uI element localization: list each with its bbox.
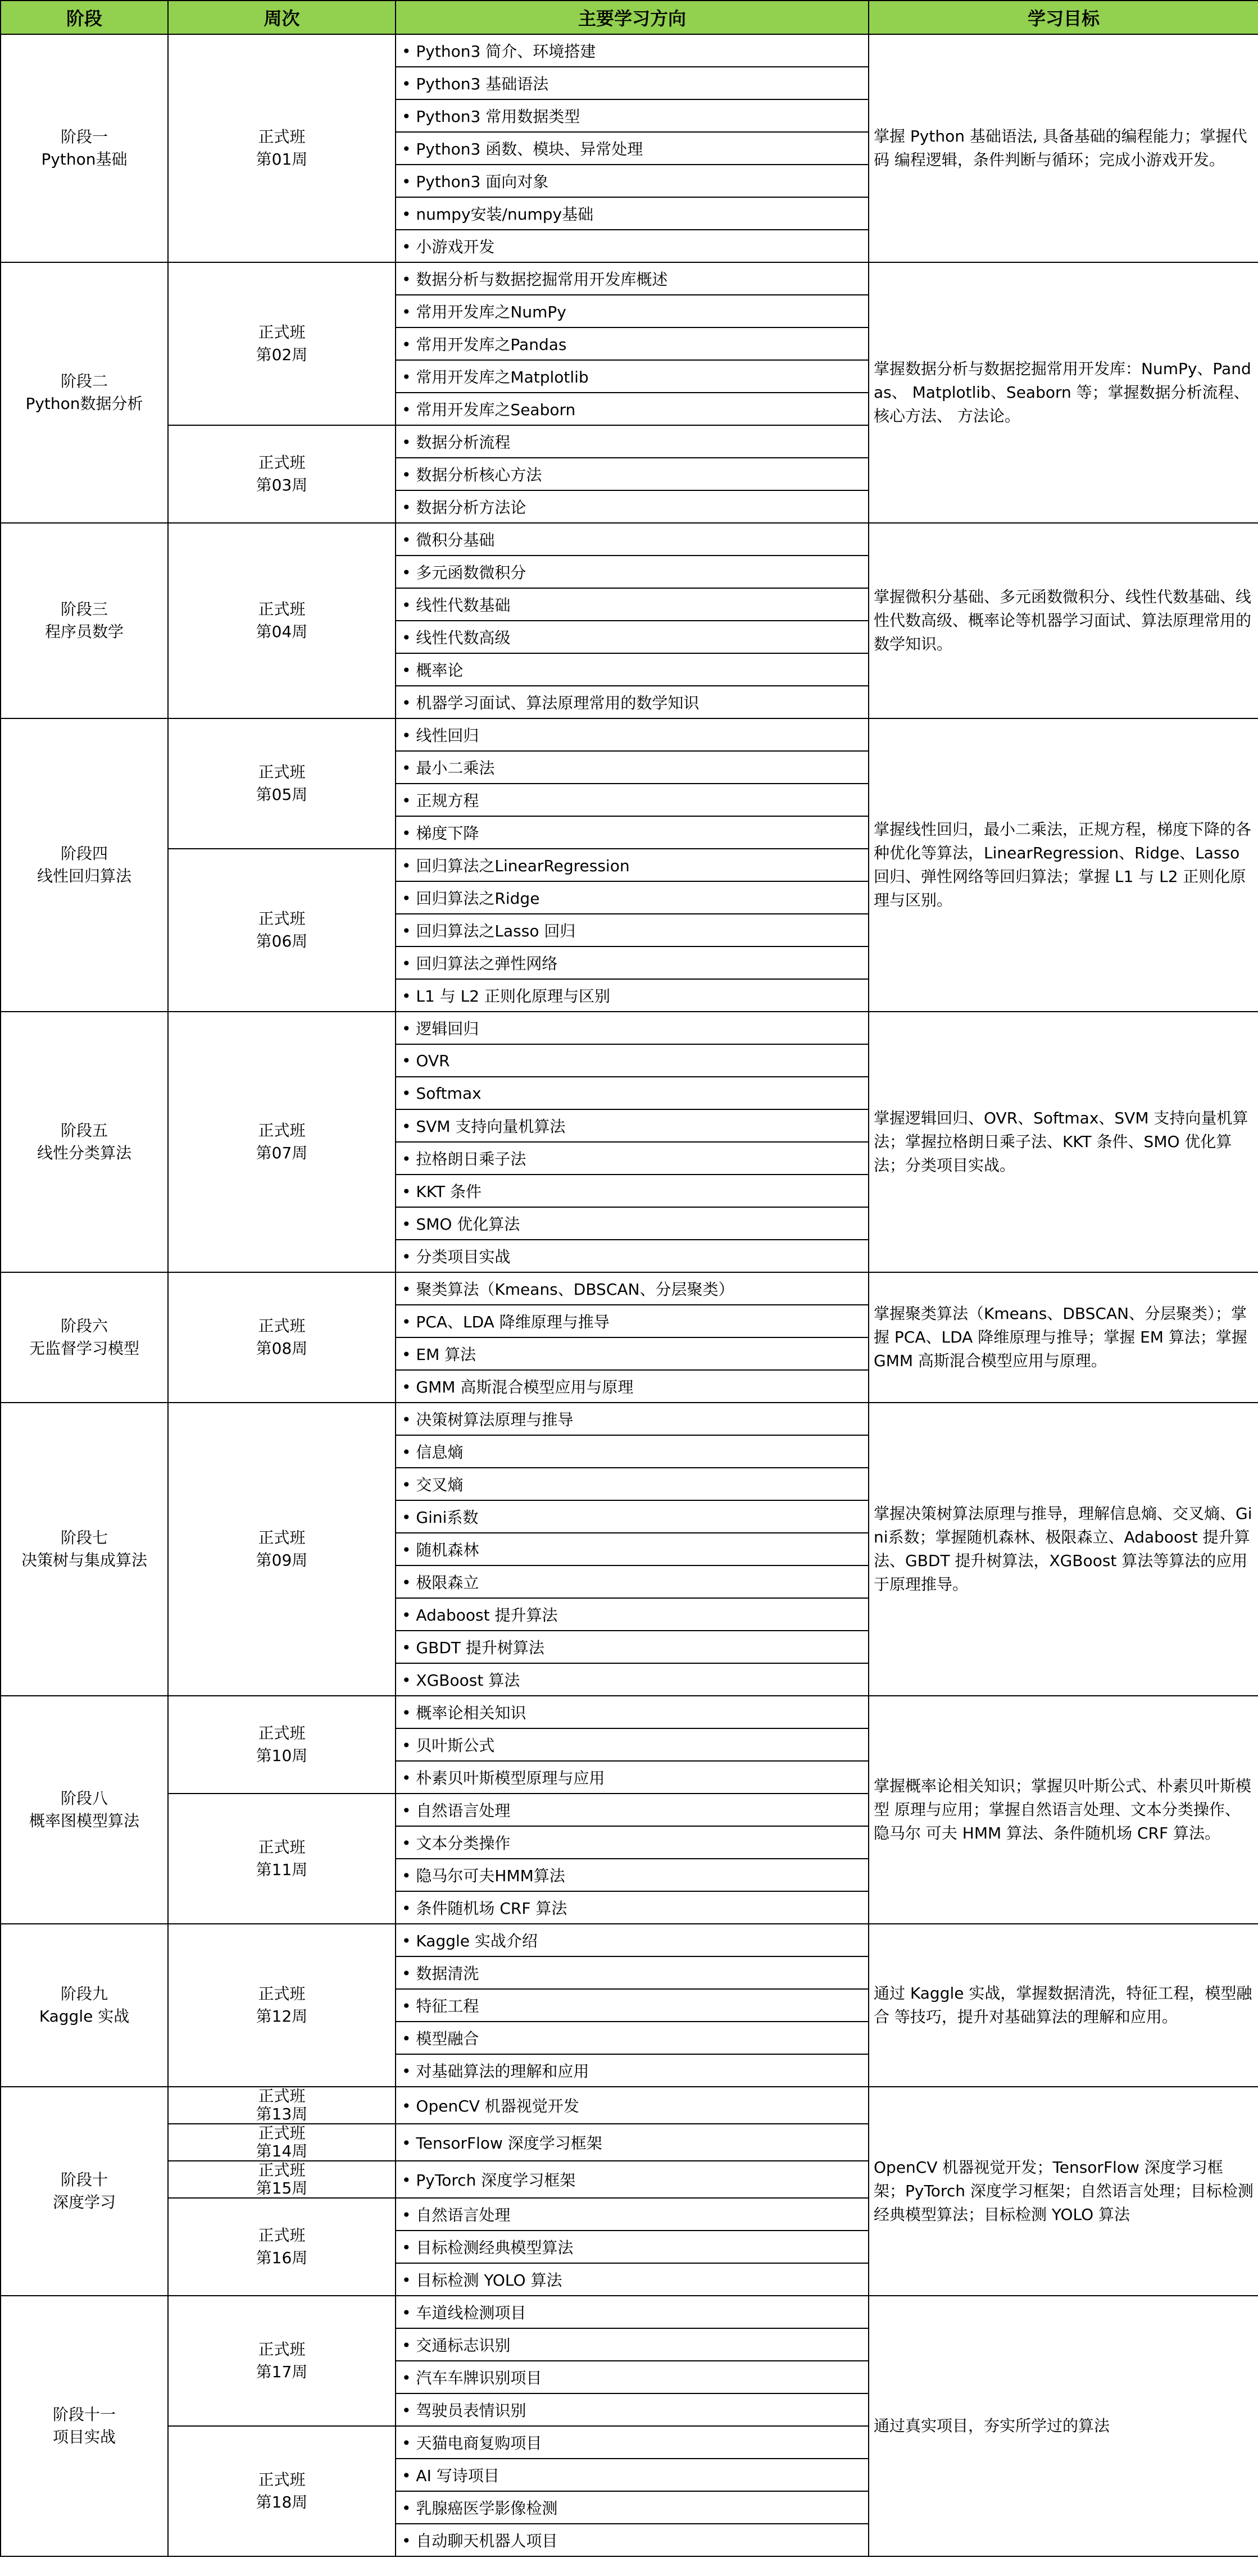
topic-cell: • 交通标志识别	[396, 2328, 869, 2361]
topic-cell: • KKT 条件	[396, 1175, 869, 1207]
topic-cell: • 微积分基础	[396, 523, 869, 556]
topic-cell: • Kaggle 实战介绍	[396, 1924, 869, 1956]
topic-cell: • 回归算法之Lasso 回归	[396, 914, 869, 946]
topic-cell: • TensorFlow 深度学习框架	[396, 2124, 869, 2161]
week-cell	[168, 34, 396, 262]
week-cell	[168, 2198, 396, 2296]
table-row	[1, 1012, 1258, 1044]
week-cell	[168, 425, 396, 523]
week-class-label: 正式班	[258, 600, 306, 618]
header-row	[1, 1, 1258, 34]
goal-cell: 掌握决策树算法原理与推导，理解信息熵、交叉熵、Gini系数；掌握随机森林、极限森立、Adaboost 提升算法、GBDT 提升树算法，XGBoost 算法等算法的应用于原理推导。	[869, 1403, 1258, 1696]
week-cell	[168, 1403, 396, 1696]
week-class-label: 正式班	[258, 1838, 306, 1856]
week-class-label: 正式班	[258, 2470, 306, 2489]
table-row	[1, 718, 1258, 751]
stage-cell	[1, 262, 168, 523]
table-row	[1, 2296, 1258, 2328]
topic-cell: • 回归算法之弹性网络	[396, 946, 869, 979]
topic-cell: • 数据清洗	[396, 1956, 869, 1989]
goal-cell: OpenCV 机器视觉开发；TensorFlow 深度学习框架；PyTorch 深度学习框架；自然语言处理；目标检测经典模型算法；目标检测 YOLO 算法	[869, 2087, 1258, 2296]
stage-number: 阶段一	[60, 128, 108, 146]
stage-cell	[1, 1696, 168, 1924]
week-cell	[168, 2296, 396, 2426]
stage-number: 阶段九	[60, 1985, 108, 2003]
week-cell	[168, 2161, 396, 2198]
week-class-label: 正式班	[258, 128, 306, 146]
stage-cell	[1, 2087, 168, 2296]
topic-cell: • Gini系数	[396, 1500, 869, 1533]
stage-number: 阶段二	[60, 372, 108, 390]
topic-cell: • Python3 函数、模块、异常处理	[396, 132, 869, 165]
week-number: 第10周	[256, 1746, 308, 1765]
week-cell	[168, 1924, 396, 2087]
topic-cell: • numpy安装/numpy基础	[396, 197, 869, 230]
stage-cell	[1, 1272, 168, 1403]
topic-cell: • 拉格朗日乘子法	[396, 1142, 869, 1175]
topic-cell: • OpenCV 机器视觉开发	[396, 2087, 869, 2124]
week-number: 第06周	[256, 932, 308, 950]
week-class-label: 正式班	[258, 1121, 306, 1140]
stage-number: 阶段四	[60, 844, 108, 863]
week-number: 第03周	[256, 476, 308, 494]
stage-title: 概率图模型算法	[29, 1812, 139, 1830]
topic-cell: • Softmax	[396, 1077, 869, 1109]
stage-title: Python数据分析	[25, 394, 143, 413]
topic-cell: • 信息熵	[396, 1435, 869, 1468]
topic-cell: • 常用开发库之Matplotlib	[396, 360, 869, 393]
stage-title: 线性分类算法	[37, 1144, 131, 1162]
topic-cell: • 常用开发库之NumPy	[396, 295, 869, 327]
week-number: 第07周	[256, 1144, 308, 1162]
topic-cell: • 自然语言处理	[396, 2198, 869, 2231]
table-row	[1, 1403, 1258, 1435]
topic-cell: • 文本分类操作	[396, 1826, 869, 1859]
topic-cell: • 概率论相关知识	[396, 1696, 869, 1728]
topic-cell: • Adaboost 提升算法	[396, 1598, 869, 1631]
topic-cell: • 线性回归	[396, 718, 869, 751]
week-class-label: 正式班	[258, 1317, 306, 1335]
week-class-label: 正式班	[258, 453, 306, 472]
goal-cell: 掌握 Python 基础语法, 具备基础的编程能力；掌握代码 编程逻辑，条件判断与循环；完成小游戏开发。	[869, 34, 1258, 262]
topic-cell: • 回归算法之Ridge	[396, 881, 869, 914]
topic-cell: • XGBoost 算法	[396, 1663, 869, 1696]
goal-cell: 通过真实项目，夯实所学过的算法	[869, 2296, 1258, 2556]
stage-number: 阶段五	[60, 1121, 108, 1140]
week-cell	[168, 1696, 396, 1794]
goal-cell: 掌握数据分析与数据挖掘常用开发库：NumPy、Pandas、 Matplotlib、Seaborn 等；掌握数据分析流程、核心方法、 方法论。	[869, 262, 1258, 523]
topic-cell: • 目标检测经典模型算法	[396, 2231, 869, 2263]
table-row	[1, 1272, 1258, 1305]
topic-cell: • Python3 面向对象	[396, 165, 869, 197]
topic-cell: • 天猫电商复购项目	[396, 2426, 869, 2459]
stage-cell	[1, 2296, 168, 2556]
topic-cell: • 数据分析核心方法	[396, 458, 869, 490]
goal-cell: 掌握线性回归，最小二乘法，正规方程，梯度下降的各种优化等算法，LinearRegression、Ridge、Lasso 回归、弹性网络等回归算法；掌握 L1 与 L2 正则化原理与区别。	[869, 718, 1258, 1012]
header-goal: 学习目标	[869, 1, 1258, 34]
topic-cell: • 条件随机场 CRF 算法	[396, 1891, 869, 1924]
stage-number: 阶段三	[60, 600, 108, 618]
topic-cell: • 小游戏开发	[396, 230, 869, 262]
week-class-label: 正式班	[258, 2087, 306, 2105]
header-stage: 阶段	[1, 1, 168, 34]
topic-cell: • L1 与 L2 正则化原理与区别	[396, 979, 869, 1012]
stage-number: 阶段十一	[52, 2405, 116, 2424]
table-row	[1, 2087, 1258, 2124]
topic-cell: • SVM 支持向量机算法	[396, 1109, 869, 1142]
week-number: 第09周	[256, 1551, 308, 1569]
week-number: 第08周	[256, 1339, 308, 1358]
topic-cell: • 自动聊天机器人项目	[396, 2524, 869, 2556]
stage-title: 线性回归算法	[37, 867, 131, 885]
week-cell	[168, 718, 396, 849]
topic-cell: • 朴素贝叶斯模型原理与应用	[396, 1761, 869, 1794]
week-number: 第02周	[256, 345, 308, 364]
topic-cell: • PyTorch 深度学习框架	[396, 2161, 869, 2198]
topic-cell: • 目标检测 YOLO 算法	[396, 2263, 869, 2296]
topic-cell: • Python3 简介、环境搭建	[396, 34, 869, 67]
topic-cell: • AI 写诗项目	[396, 2459, 869, 2491]
stage-title: 决策树与集成算法	[21, 1551, 147, 1569]
table-row	[1, 262, 1258, 295]
week-number: 第11周	[256, 1860, 308, 1879]
week-number: 第12周	[256, 2007, 308, 2026]
topic-cell: • 隐马尔可夫HMM算法	[396, 1859, 869, 1891]
week-number: 第17周	[256, 2363, 308, 2381]
stage-number: 阶段六	[60, 1317, 108, 1335]
week-number: 第14周	[256, 2142, 308, 2160]
week-number: 第16周	[256, 2249, 308, 2267]
week-cell	[168, 1012, 396, 1272]
stage-cell	[1, 1403, 168, 1696]
week-class-label: 正式班	[258, 1724, 306, 1742]
stage-cell	[1, 1012, 168, 1272]
week-cell	[168, 2426, 396, 2556]
topic-cell: • 极限森立	[396, 1565, 869, 1598]
topic-cell: • 常用开发库之Seaborn	[396, 393, 869, 425]
week-class-label: 正式班	[258, 2340, 306, 2359]
topic-cell: • 随机森林	[396, 1533, 869, 1565]
stage-number: 阶段八	[60, 1789, 108, 1808]
curriculum-body	[1, 34, 1258, 2556]
stage-title: Kaggle 实战	[39, 2007, 130, 2026]
topic-cell: • 线性代数基础	[396, 588, 869, 621]
topic-cell: • Python3 基础语法	[396, 67, 869, 99]
stage-number: 阶段十	[60, 2170, 108, 2189]
goal-cell: 掌握聚类算法（Kmeans、DBSCAN、分层聚类）；掌握 PCA、LDA 降维原理与推导；掌握 EM 算法；掌握 GMM 高斯混合模型应用与原理。	[869, 1272, 1258, 1403]
topic-cell: • GBDT 提升树算法	[396, 1631, 869, 1663]
week-cell	[168, 262, 396, 425]
topic-cell: • 驾驶员表情识别	[396, 2393, 869, 2426]
topic-cell: • 乳腺癌医学影像检测	[396, 2491, 869, 2524]
stage-title: 深度学习	[52, 2193, 116, 2211]
table-row	[1, 1696, 1258, 1728]
week-cell	[168, 1272, 396, 1403]
stage-cell	[1, 718, 168, 1012]
week-class-label: 正式班	[258, 2124, 306, 2142]
topic-cell: • GMM 高斯混合模型应用与原理	[396, 1370, 869, 1403]
topic-cell: • 数据分析流程	[396, 425, 869, 458]
topic-cell: • 机器学习面试、算法原理常用的数学知识	[396, 686, 869, 718]
header-week: 周次	[168, 1, 396, 34]
week-number: 第04周	[256, 622, 308, 641]
topic-cell: • 车道线检测项目	[396, 2296, 869, 2328]
topic-cell: • 贝叶斯公式	[396, 1728, 869, 1761]
stage-title: 无监督学习模型	[29, 1339, 139, 1358]
topic-cell: • 多元函数微积分	[396, 556, 869, 588]
stage-cell	[1, 34, 168, 262]
topic-cell: • 逻辑回归	[396, 1012, 869, 1044]
topic-cell: • EM 算法	[396, 1337, 869, 1370]
week-cell	[168, 2124, 396, 2161]
topic-cell: • 回归算法之LinearRegression	[396, 849, 869, 881]
goal-cell: 掌握概率论相关知识；掌握贝叶斯公式、朴素贝叶斯模型 原理与应用；掌握自然语言处理、文本分类操作、隐马尔 可夫 HMM 算法、条件随机场 CRF 算法。	[869, 1696, 1258, 1924]
week-class-label: 正式班	[258, 1528, 306, 1547]
stage-number: 阶段七	[60, 1528, 108, 1547]
topic-cell: • 常用开发库之Pandas	[396, 327, 869, 360]
week-class-label: 正式班	[258, 1985, 306, 2003]
table-row	[1, 523, 1258, 556]
topic-cell: • 汽车车牌识别项目	[396, 2361, 869, 2393]
topic-cell: • 分类项目实战	[396, 1240, 869, 1272]
header-topics: 主要学习方向	[396, 1, 869, 34]
week-number: 第05周	[256, 785, 308, 804]
stage-cell	[1, 1924, 168, 2087]
goal-cell: 通过 Kaggle 实战，掌握数据清洗，特征工程，模型融合 等技巧，提升对基础算法的理解和应用。	[869, 1924, 1258, 2087]
topic-cell: • OVR	[396, 1044, 869, 1077]
table-row	[1, 34, 1258, 67]
week-class-label: 正式班	[258, 323, 306, 342]
topic-cell: • Python3 常用数据类型	[396, 99, 869, 132]
stage-title: 程序员数学	[44, 622, 124, 641]
week-number: 第13周	[256, 2105, 308, 2123]
topic-cell: • 正规方程	[396, 784, 869, 816]
topic-cell: • 最小二乘法	[396, 751, 869, 784]
week-number: 第15周	[256, 2179, 308, 2197]
topic-cell: • SMO 优化算法	[396, 1207, 869, 1240]
week-class-label: 正式班	[258, 763, 306, 781]
topic-cell: • 特征工程	[396, 1989, 869, 2022]
topic-cell: • 线性代数高级	[396, 621, 869, 653]
week-number: 第01周	[256, 150, 308, 169]
topic-cell: • 决策树算法原理与推导	[396, 1403, 869, 1435]
topic-cell: • 数据分析与数据挖掘常用开发库概述	[396, 262, 869, 295]
topic-cell: • 数据分析方法论	[396, 490, 869, 523]
topic-cell: • 梯度下降	[396, 816, 869, 849]
goal-cell: 掌握逻辑回归、OVR、Softmax、SVM 支持向量机算法；掌握拉格朗日乘子法、KKT 条件、SMO 优化算法；分类项目实战。	[869, 1012, 1258, 1272]
week-class-label: 正式班	[258, 2161, 306, 2179]
week-cell	[168, 1794, 396, 1924]
week-class-label: 正式班	[258, 909, 306, 928]
week-cell	[168, 849, 396, 1012]
topic-cell: • 自然语言处理	[396, 1794, 869, 1826]
week-cell	[168, 2087, 396, 2124]
table-row	[1, 1924, 1258, 1956]
week-cell	[168, 523, 396, 718]
goal-cell: 掌握微积分基础、多元函数微积分、线性代数基础、线性代数高级、概率论等机器学习面试、算法原理常用的数学知识。	[869, 523, 1258, 718]
week-class-label: 正式班	[258, 2226, 306, 2245]
stage-cell	[1, 523, 168, 718]
topic-cell: • PCA、LDA 降维原理与推导	[396, 1305, 869, 1337]
topic-cell: • 交叉熵	[396, 1468, 869, 1500]
week-number: 第18周	[256, 2493, 308, 2511]
topic-cell: • 聚类算法（Kmeans、DBSCAN、分层聚类）	[396, 1272, 869, 1305]
topic-cell: • 对基础算法的理解和应用	[396, 2054, 869, 2087]
topic-cell: • 模型融合	[396, 2022, 869, 2054]
stage-title: 项目实战	[52, 2428, 116, 2446]
topic-cell: • 概率论	[396, 653, 869, 686]
stage-title: Python基础	[41, 150, 128, 169]
